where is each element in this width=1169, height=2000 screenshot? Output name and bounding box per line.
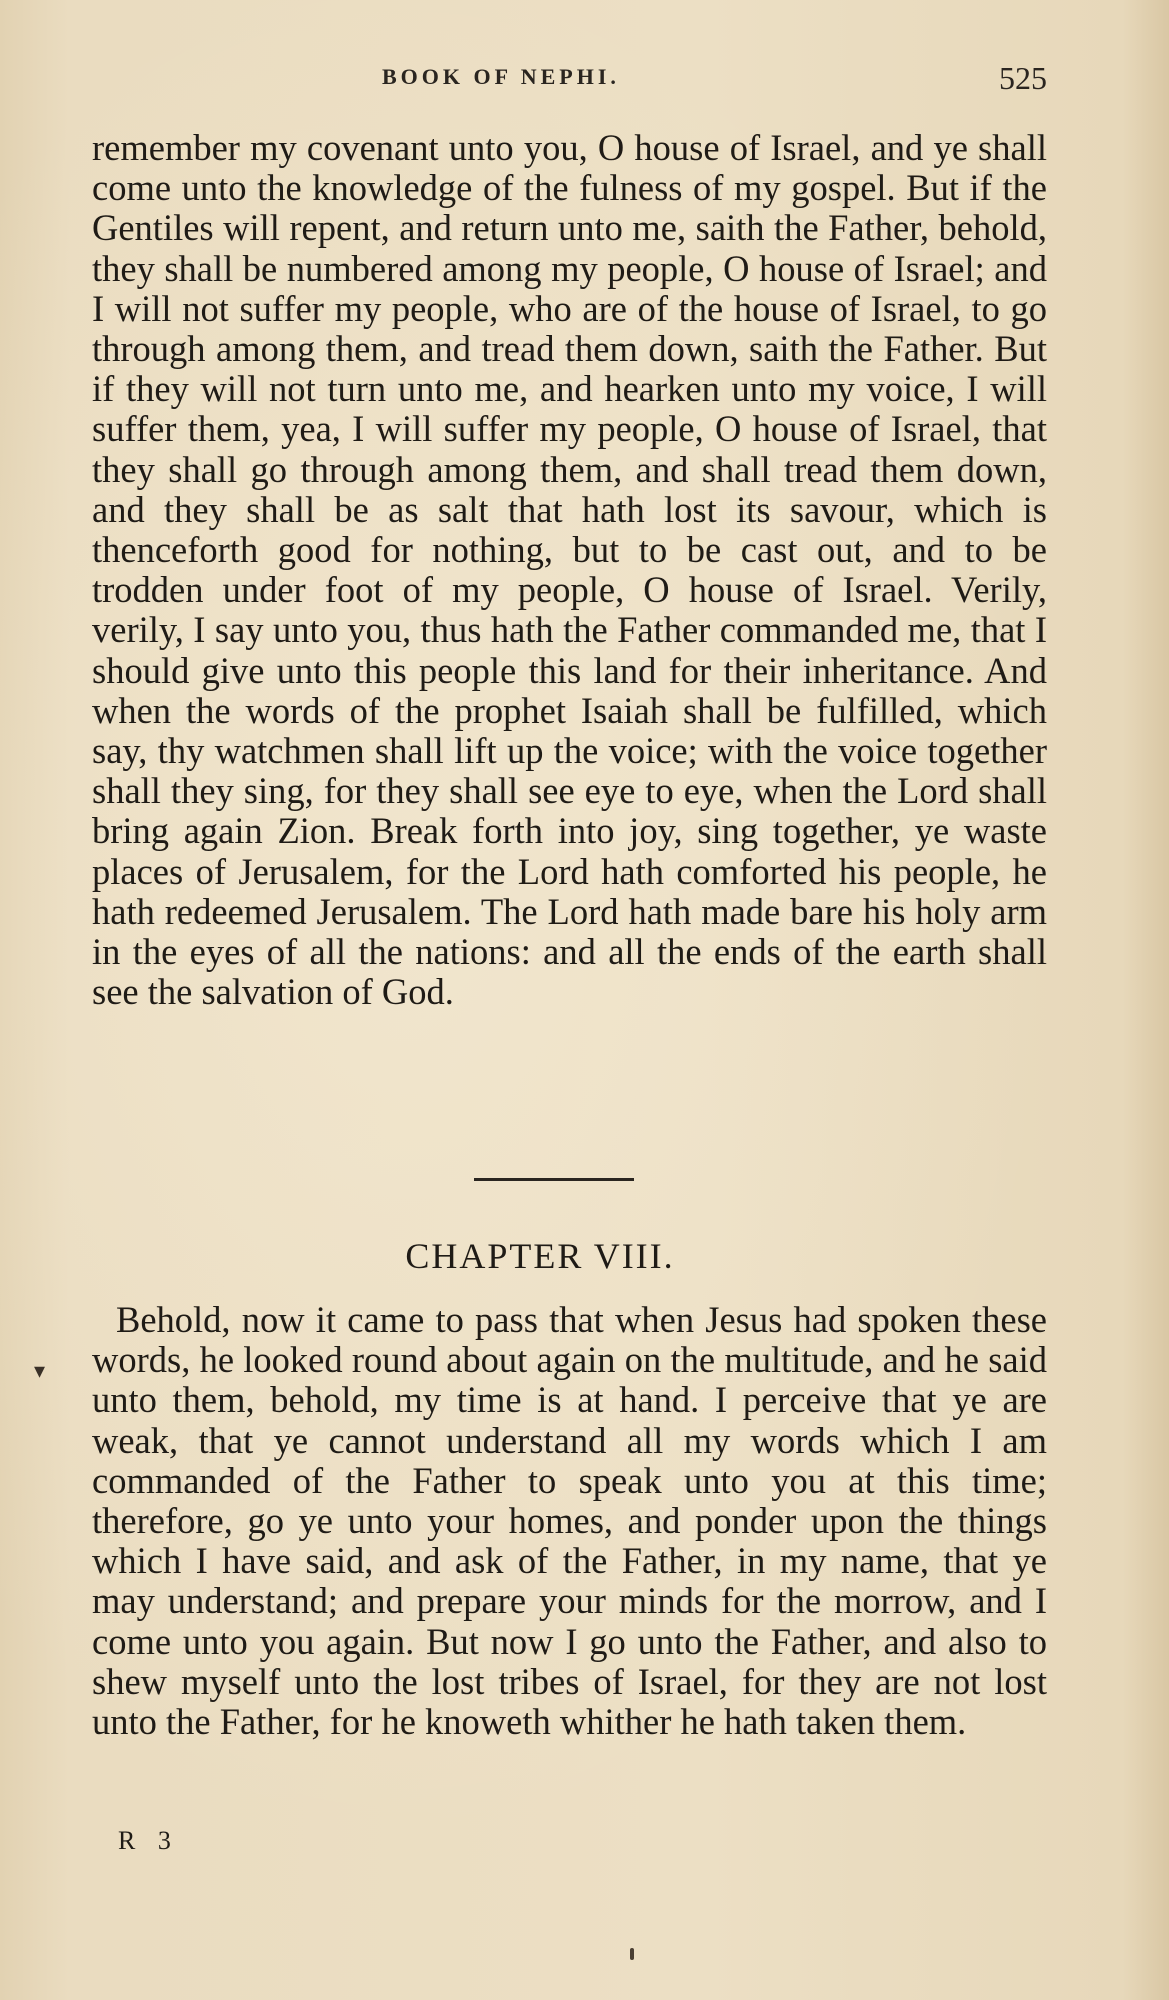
page-header: [92, 58, 1047, 108]
section-divider: [474, 1178, 634, 1181]
signature-mark: R 3: [118, 1826, 179, 1855]
body-paragraph-1: remember my covenant unto you, O house of Israel, and ye shall come unto the knowledge of the fulness of my gospel. But if the Gentiles will repent, and return unto me, saith the Father, behold, they shall be numbered among my people, O house of Israel; and I will not suffer my people, who are of the house of Israel, to go through among them, and tread them down, saith the Father. But if they will not turn unto me, and hearken unto my voice, I will suffer them, yea, I will suffer my people, O house of Israel, that they shall go through among them, and shall tread them down, and they shall be as salt that hath lost its savour, which is thenceforth good for nothing, but to be cast out, and to be trodden under foot of my people, O house of Israel. Verily, verily, I say unto you, thus hath the Father commanded me, that I should give unto this people this land for their inheritance. And when the words of the prophet Isaiah shall be fulfilled, which say, thy watchmen shall lift up the voice; with the voice together shall they sing, for they shall see eye to eye, when the Lord shall bring again Zion. Break forth into joy, sing together, ye waste places of Jerusalem, for the Lord hath comforted his people, he hath redeemed Jerusalem. The Lord hath made bare his holy arm in the eyes of all the nations: and all the ends of the earth shall see the salvation of God.: [92, 127, 1047, 1013]
paper-speck-icon: [630, 1948, 634, 1960]
margin-mark-icon: ▾: [34, 1358, 46, 1383]
body-paragraph-2: Behold, now it came to pass that when Jesus had spoken these words, he looked round about again on the multitude, and he said unto them, behold, my time is at hand. I perceive that ye are weak, that ye cannot understand all my words which I am commanded of the Father to speak unto you at this time; therefore, go ye unto your homes, and ponder upon the things which I have said, and ask of the Father, in my name, that ye may understand; and prepare your minds for the morrow, and I come unto you again. But now I go unto the Father, and also to shew myself unto the lost tribes of Israel, for they are not lost unto the Father, for he knoweth whither he hath taken them.: [92, 1299, 1047, 1743]
page-number: 525: [999, 60, 1047, 96]
running-head: BOOK OF NEPHI.: [382, 64, 620, 89]
chapter-heading: CHAPTER VIII.: [405, 1236, 675, 1276]
